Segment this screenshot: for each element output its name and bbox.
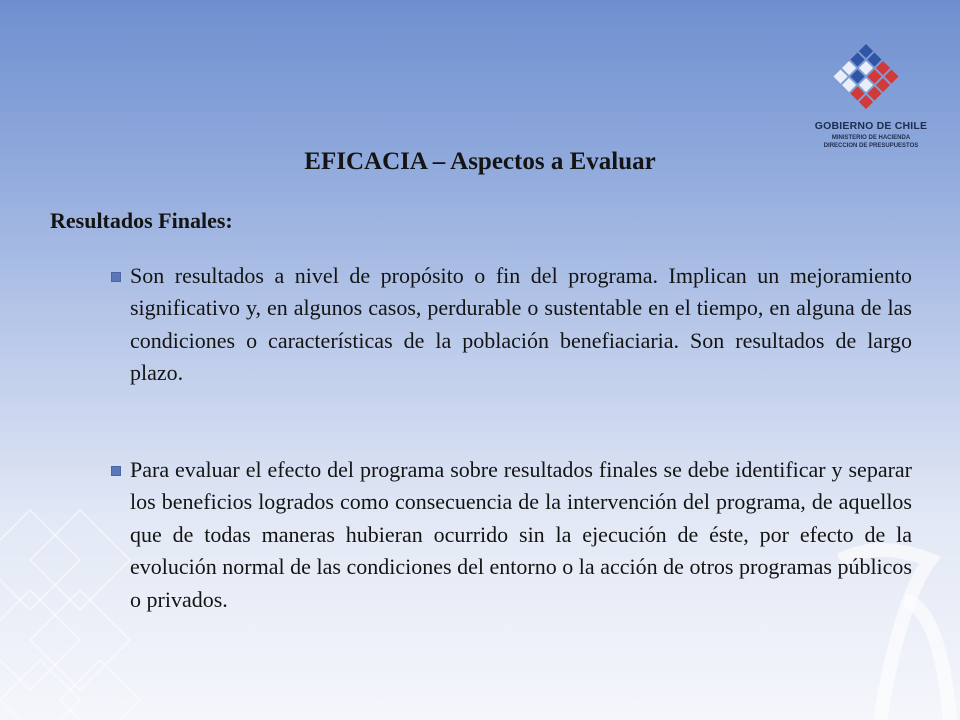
bullet-text: Para evaluar el efecto del programa sobre resultados finales se debe identificar y separar los beneficios logrados como consecuencia de la intervención del programa, de aquellos que de todas maneras hubieran ocurrido sin la ejecución de éste, por efecto de la evolución normal de las condiciones del entorno o la acción de otros programas públicos o privados. (130, 457, 912, 612)
logo-text-ministerio: MINISTERIO DE HACIENDA (831, 135, 911, 141)
section-heading: Resultados Finales: (50, 208, 233, 233)
logo-mosaic-icon (808, 38, 934, 118)
logo-text-gobierno: GOBIERNO DE CHILE (814, 120, 928, 132)
logo-text-direccion: DIRECCION DE PRESUPUESTOS (823, 143, 919, 149)
bullet-item (130, 260, 912, 390)
slide-title: EFICACIA – Aspectos a Evaluar (304, 148, 656, 175)
square-bullet-icon (111, 272, 121, 282)
bullet-text: Son resultados a nivel de propósito o fin del programa. Implican un mejoramiento significativo y, en algunos casos, perdurable o sustentable en el tiempo, en alguna de las condiciones o características de la población benefiaciaria. Son resultados de largo plazo. (130, 263, 912, 386)
square-bullet-icon (111, 466, 121, 476)
bullet-item (130, 454, 912, 616)
